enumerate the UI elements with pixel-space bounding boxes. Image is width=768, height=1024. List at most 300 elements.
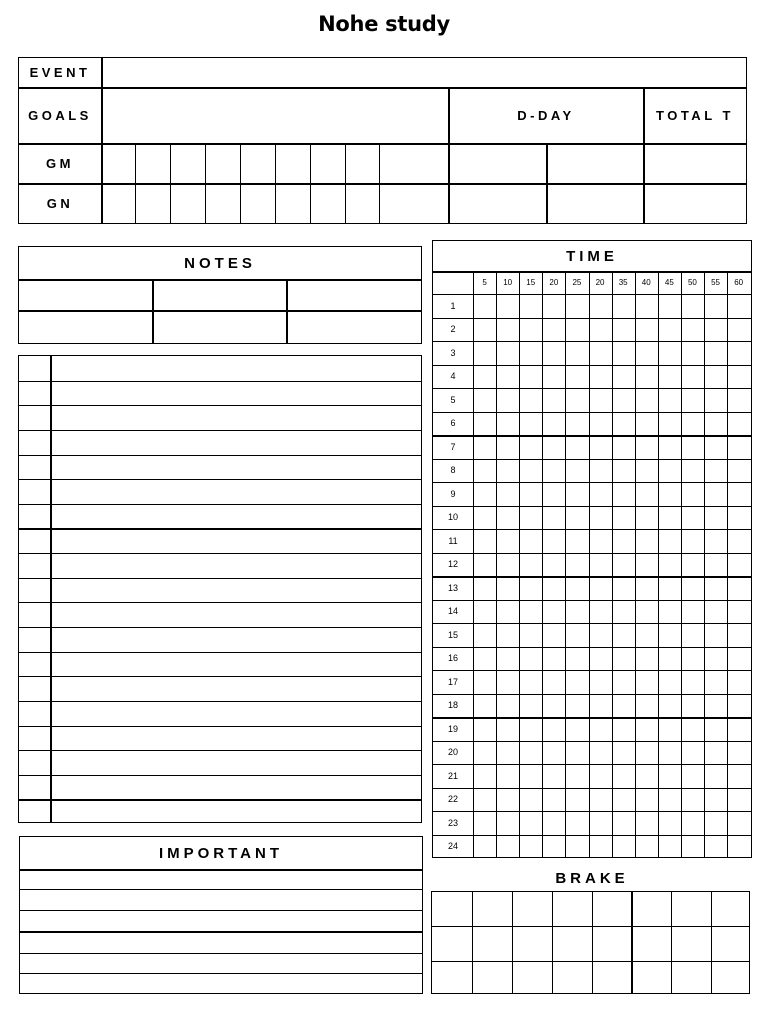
time-cell[interactable] [636, 319, 657, 341]
time-cell[interactable] [613, 624, 634, 646]
time-cell[interactable] [636, 765, 657, 787]
time-cell[interactable] [474, 648, 495, 670]
time-cell[interactable] [728, 812, 749, 834]
time-cell[interactable] [590, 295, 611, 317]
time-cell[interactable] [474, 436, 495, 458]
time-cell[interactable] [497, 765, 518, 787]
time-cell[interactable] [728, 671, 749, 693]
time-cell[interactable] [613, 436, 634, 458]
time-cell[interactable] [497, 671, 518, 693]
time-cell[interactable] [659, 718, 680, 740]
time-cell[interactable] [543, 718, 564, 740]
time-cell[interactable] [659, 601, 680, 623]
time-cell[interactable] [682, 460, 703, 482]
time-cell[interactable] [636, 530, 657, 552]
time-cell[interactable] [659, 554, 680, 576]
time-cell[interactable] [474, 319, 495, 341]
list-item[interactable] [54, 777, 418, 798]
time-cell[interactable] [636, 718, 657, 740]
time-cell[interactable] [659, 671, 680, 693]
time-cell[interactable] [474, 812, 495, 834]
list-item[interactable] [54, 703, 418, 724]
time-cell[interactable] [636, 601, 657, 623]
time-cell[interactable] [590, 836, 611, 858]
checkbox[interactable] [21, 777, 48, 798]
time-cell[interactable] [682, 695, 703, 717]
list-item[interactable] [54, 604, 418, 625]
time-cell[interactable] [566, 413, 587, 435]
checkbox[interactable] [21, 752, 48, 773]
time-cell[interactable] [497, 413, 518, 435]
time-cell[interactable] [636, 507, 657, 529]
time-cell[interactable] [728, 436, 749, 458]
brake-cell[interactable] [713, 894, 749, 924]
time-cell[interactable] [728, 530, 749, 552]
checkbox[interactable] [21, 506, 48, 527]
checkbox[interactable] [21, 629, 48, 650]
time-cell[interactable] [613, 530, 634, 552]
time-cell[interactable] [520, 413, 541, 435]
time-cell[interactable] [543, 436, 564, 458]
checkbox[interactable] [21, 678, 48, 699]
list-item[interactable] [54, 678, 418, 699]
time-cell[interactable] [566, 765, 587, 787]
time-cell[interactable] [728, 577, 749, 599]
checkbox[interactable] [21, 580, 48, 601]
time-cell[interactable] [520, 319, 541, 341]
time-cell[interactable] [705, 483, 726, 505]
time-cell[interactable] [682, 389, 703, 411]
time-cell[interactable] [728, 507, 749, 529]
time-cell[interactable] [728, 742, 749, 764]
time-cell[interactable] [682, 295, 703, 317]
time-cell[interactable] [543, 836, 564, 858]
time-cell[interactable] [728, 554, 749, 576]
time-cell[interactable] [613, 789, 634, 811]
time-cell[interactable] [682, 366, 703, 388]
time-cell[interactable] [659, 530, 680, 552]
list-item[interactable] [54, 506, 418, 527]
time-cell[interactable] [636, 648, 657, 670]
time-cell[interactable] [474, 695, 495, 717]
time-cell[interactable] [682, 413, 703, 435]
time-cell[interactable] [705, 718, 726, 740]
brake-cell[interactable] [514, 894, 550, 924]
time-cell[interactable] [613, 695, 634, 717]
time-cell[interactable] [520, 577, 541, 599]
time-cell[interactable] [705, 812, 726, 834]
time-cell[interactable] [474, 671, 495, 693]
time-cell[interactable] [613, 812, 634, 834]
time-cell[interactable] [543, 742, 564, 764]
time-cell[interactable] [497, 789, 518, 811]
time-cell[interactable] [520, 601, 541, 623]
time-cell[interactable] [728, 342, 749, 364]
time-cell[interactable] [705, 342, 726, 364]
time-cell[interactable] [543, 789, 564, 811]
time-cell[interactable] [520, 836, 541, 858]
time-cell[interactable] [705, 436, 726, 458]
brake-cell[interactable] [474, 928, 510, 958]
time-cell[interactable] [590, 718, 611, 740]
time-cell[interactable] [543, 695, 564, 717]
time-cell[interactable] [705, 695, 726, 717]
time-cell[interactable] [636, 366, 657, 388]
time-cell[interactable] [590, 812, 611, 834]
time-cell[interactable] [705, 366, 726, 388]
time-cell[interactable] [497, 436, 518, 458]
time-cell[interactable] [566, 483, 587, 505]
time-cell[interactable] [728, 366, 749, 388]
time-cell[interactable] [543, 530, 564, 552]
time-cell[interactable] [590, 624, 611, 646]
brake-cell[interactable] [514, 963, 550, 993]
brake-cell[interactable] [633, 928, 669, 958]
time-cell[interactable] [705, 601, 726, 623]
time-cell[interactable] [705, 742, 726, 764]
time-cell[interactable] [682, 718, 703, 740]
time-cell[interactable] [543, 295, 564, 317]
time-cell[interactable] [566, 624, 587, 646]
time-cell[interactable] [474, 342, 495, 364]
time-cell[interactable] [497, 648, 518, 670]
time-cell[interactable] [613, 483, 634, 505]
time-cell[interactable] [682, 671, 703, 693]
checkbox[interactable] [21, 407, 48, 428]
checkbox[interactable] [21, 358, 48, 379]
time-cell[interactable] [636, 436, 657, 458]
time-cell[interactable] [590, 413, 611, 435]
list-item[interactable] [54, 728, 418, 749]
time-cell[interactable] [659, 483, 680, 505]
time-cell[interactable] [497, 601, 518, 623]
checkbox[interactable] [21, 481, 48, 502]
time-cell[interactable] [613, 554, 634, 576]
time-cell[interactable] [636, 460, 657, 482]
time-cell[interactable] [590, 460, 611, 482]
time-cell[interactable] [705, 577, 726, 599]
brake-cell[interactable] [474, 963, 510, 993]
time-cell[interactable] [659, 507, 680, 529]
time-cell[interactable] [590, 319, 611, 341]
time-cell[interactable] [728, 483, 749, 505]
time-cell[interactable] [474, 366, 495, 388]
brake-cell[interactable] [554, 894, 590, 924]
time-cell[interactable] [659, 366, 680, 388]
time-cell[interactable] [705, 460, 726, 482]
time-cell[interactable] [590, 601, 611, 623]
time-cell[interactable] [613, 648, 634, 670]
time-cell[interactable] [566, 366, 587, 388]
time-cell[interactable] [659, 765, 680, 787]
list-item[interactable] [54, 580, 418, 601]
time-cell[interactable] [543, 648, 564, 670]
time-cell[interactable] [590, 554, 611, 576]
time-cell[interactable] [497, 624, 518, 646]
brake-cell[interactable] [594, 963, 630, 993]
time-cell[interactable] [497, 718, 518, 740]
time-cell[interactable] [590, 695, 611, 717]
time-cell[interactable] [497, 366, 518, 388]
time-cell[interactable] [705, 413, 726, 435]
time-cell[interactable] [497, 695, 518, 717]
time-cell[interactable] [520, 530, 541, 552]
time-cell[interactable] [566, 718, 587, 740]
time-cell[interactable] [474, 554, 495, 576]
time-cell[interactable] [497, 295, 518, 317]
time-cell[interactable] [566, 342, 587, 364]
time-cell[interactable] [613, 577, 634, 599]
time-cell[interactable] [566, 530, 587, 552]
checkbox[interactable] [21, 801, 48, 822]
time-cell[interactable] [474, 718, 495, 740]
time-cell[interactable] [636, 695, 657, 717]
time-cell[interactable] [705, 648, 726, 670]
time-cell[interactable] [636, 742, 657, 764]
time-cell[interactable] [566, 789, 587, 811]
time-cell[interactable] [613, 319, 634, 341]
time-cell[interactable] [590, 366, 611, 388]
time-cell[interactable] [659, 460, 680, 482]
brake-cell[interactable] [594, 928, 630, 958]
time-cell[interactable] [705, 295, 726, 317]
time-cell[interactable] [613, 366, 634, 388]
time-cell[interactable] [520, 295, 541, 317]
checkbox[interactable] [21, 432, 48, 453]
time-cell[interactable] [682, 577, 703, 599]
time-cell[interactable] [474, 413, 495, 435]
time-cell[interactable] [474, 507, 495, 529]
brake-cell[interactable] [633, 963, 669, 993]
time-cell[interactable] [636, 671, 657, 693]
checkbox[interactable] [21, 703, 48, 724]
time-cell[interactable] [497, 836, 518, 858]
time-cell[interactable] [474, 577, 495, 599]
time-cell[interactable] [613, 671, 634, 693]
time-cell[interactable] [543, 460, 564, 482]
time-cell[interactable] [474, 601, 495, 623]
time-cell[interactable] [497, 742, 518, 764]
time-cell[interactable] [566, 742, 587, 764]
time-cell[interactable] [497, 530, 518, 552]
time-cell[interactable] [474, 789, 495, 811]
time-cell[interactable] [566, 601, 587, 623]
time-cell[interactable] [543, 413, 564, 435]
time-cell[interactable] [566, 812, 587, 834]
time-cell[interactable] [705, 507, 726, 529]
time-cell[interactable] [636, 836, 657, 858]
brake-cell[interactable] [713, 928, 749, 958]
time-cell[interactable] [497, 389, 518, 411]
time-cell[interactable] [636, 812, 657, 834]
time-cell[interactable] [520, 695, 541, 717]
time-cell[interactable] [659, 789, 680, 811]
time-cell[interactable] [590, 436, 611, 458]
time-cell[interactable] [566, 460, 587, 482]
time-cell[interactable] [659, 812, 680, 834]
list-item[interactable] [54, 358, 418, 379]
brake-cell[interactable] [554, 963, 590, 993]
time-cell[interactable] [659, 648, 680, 670]
list-item[interactable] [54, 481, 418, 502]
time-cell[interactable] [682, 648, 703, 670]
time-cell[interactable] [613, 507, 634, 529]
checkbox[interactable] [21, 457, 48, 478]
time-cell[interactable] [682, 436, 703, 458]
time-cell[interactable] [474, 295, 495, 317]
time-cell[interactable] [636, 624, 657, 646]
time-cell[interactable] [705, 789, 726, 811]
brake-cell[interactable] [434, 894, 470, 924]
brake-cell[interactable] [673, 963, 709, 993]
time-cell[interactable] [520, 460, 541, 482]
checkbox[interactable] [21, 530, 48, 551]
time-cell[interactable] [613, 460, 634, 482]
time-cell[interactable] [659, 319, 680, 341]
time-cell[interactable] [497, 554, 518, 576]
list-item[interactable] [54, 654, 418, 675]
time-cell[interactable] [728, 601, 749, 623]
time-cell[interactable] [520, 483, 541, 505]
time-cell[interactable] [543, 319, 564, 341]
time-cell[interactable] [566, 319, 587, 341]
time-cell[interactable] [474, 765, 495, 787]
time-cell[interactable] [474, 530, 495, 552]
time-cell[interactable] [566, 554, 587, 576]
time-cell[interactable] [520, 718, 541, 740]
time-cell[interactable] [590, 671, 611, 693]
checkbox[interactable] [21, 383, 48, 404]
time-cell[interactable] [682, 624, 703, 646]
time-cell[interactable] [682, 812, 703, 834]
time-cell[interactable] [682, 742, 703, 764]
time-cell[interactable] [613, 389, 634, 411]
time-cell[interactable] [520, 812, 541, 834]
time-cell[interactable] [497, 460, 518, 482]
time-cell[interactable] [520, 742, 541, 764]
checkbox[interactable] [21, 654, 48, 675]
time-cell[interactable] [659, 577, 680, 599]
time-cell[interactable] [566, 695, 587, 717]
time-cell[interactable] [636, 577, 657, 599]
time-cell[interactable] [705, 319, 726, 341]
brake-cell[interactable] [673, 928, 709, 958]
time-cell[interactable] [659, 389, 680, 411]
time-cell[interactable] [566, 648, 587, 670]
time-cell[interactable] [682, 789, 703, 811]
time-cell[interactable] [497, 342, 518, 364]
time-cell[interactable] [682, 765, 703, 787]
time-cell[interactable] [520, 342, 541, 364]
time-cell[interactable] [520, 765, 541, 787]
time-cell[interactable] [728, 718, 749, 740]
time-cell[interactable] [705, 389, 726, 411]
time-cell[interactable] [590, 530, 611, 552]
time-cell[interactable] [474, 836, 495, 858]
time-cell[interactable] [497, 483, 518, 505]
time-cell[interactable] [659, 436, 680, 458]
list-item[interactable] [54, 555, 418, 576]
time-cell[interactable] [636, 389, 657, 411]
time-cell[interactable] [497, 319, 518, 341]
list-item[interactable] [54, 432, 418, 453]
time-cell[interactable] [566, 389, 587, 411]
time-cell[interactable] [682, 836, 703, 858]
time-cell[interactable] [682, 530, 703, 552]
time-cell[interactable] [520, 507, 541, 529]
time-cell[interactable] [543, 342, 564, 364]
list-item[interactable] [54, 383, 418, 404]
time-cell[interactable] [590, 342, 611, 364]
time-cell[interactable] [705, 671, 726, 693]
time-cell[interactable] [566, 577, 587, 599]
time-cell[interactable] [520, 389, 541, 411]
time-cell[interactable] [659, 836, 680, 858]
time-cell[interactable] [728, 413, 749, 435]
time-cell[interactable] [566, 671, 587, 693]
time-cell[interactable] [636, 413, 657, 435]
brake-cell[interactable] [554, 928, 590, 958]
important-line[interactable] [22, 912, 420, 929]
brake-cell[interactable] [673, 894, 709, 924]
time-cell[interactable] [659, 413, 680, 435]
time-cell[interactable] [636, 789, 657, 811]
time-cell[interactable] [728, 319, 749, 341]
event-field[interactable] [103, 58, 744, 87]
time-cell[interactable] [566, 507, 587, 529]
brake-cell[interactable] [594, 894, 630, 924]
important-line[interactable] [22, 871, 420, 888]
checkbox[interactable] [21, 555, 48, 576]
time-cell[interactable] [728, 765, 749, 787]
time-cell[interactable] [590, 789, 611, 811]
list-item[interactable] [54, 457, 418, 478]
list-item[interactable] [54, 407, 418, 428]
time-cell[interactable] [543, 483, 564, 505]
brake-cell[interactable] [434, 963, 470, 993]
time-cell[interactable] [520, 554, 541, 576]
time-cell[interactable] [497, 507, 518, 529]
time-cell[interactable] [543, 507, 564, 529]
time-cell[interactable] [566, 436, 587, 458]
important-line[interactable] [22, 891, 420, 908]
time-cell[interactable] [520, 624, 541, 646]
time-cell[interactable] [543, 389, 564, 411]
time-cell[interactable] [636, 342, 657, 364]
time-cell[interactable] [613, 836, 634, 858]
time-cell[interactable] [705, 530, 726, 552]
time-cell[interactable] [728, 389, 749, 411]
time-cell[interactable] [728, 836, 749, 858]
time-cell[interactable] [728, 460, 749, 482]
time-cell[interactable] [590, 742, 611, 764]
time-cell[interactable] [705, 765, 726, 787]
time-cell[interactable] [543, 624, 564, 646]
time-cell[interactable] [613, 765, 634, 787]
time-cell[interactable] [682, 319, 703, 341]
time-cell[interactable] [659, 695, 680, 717]
time-cell[interactable] [728, 695, 749, 717]
brake-cell[interactable] [633, 894, 669, 924]
time-cell[interactable] [520, 671, 541, 693]
time-cell[interactable] [543, 601, 564, 623]
time-cell[interactable] [520, 366, 541, 388]
list-item[interactable] [54, 530, 418, 551]
time-cell[interactable] [659, 295, 680, 317]
time-cell[interactable] [566, 295, 587, 317]
time-cell[interactable] [590, 765, 611, 787]
brake-cell[interactable] [474, 894, 510, 924]
